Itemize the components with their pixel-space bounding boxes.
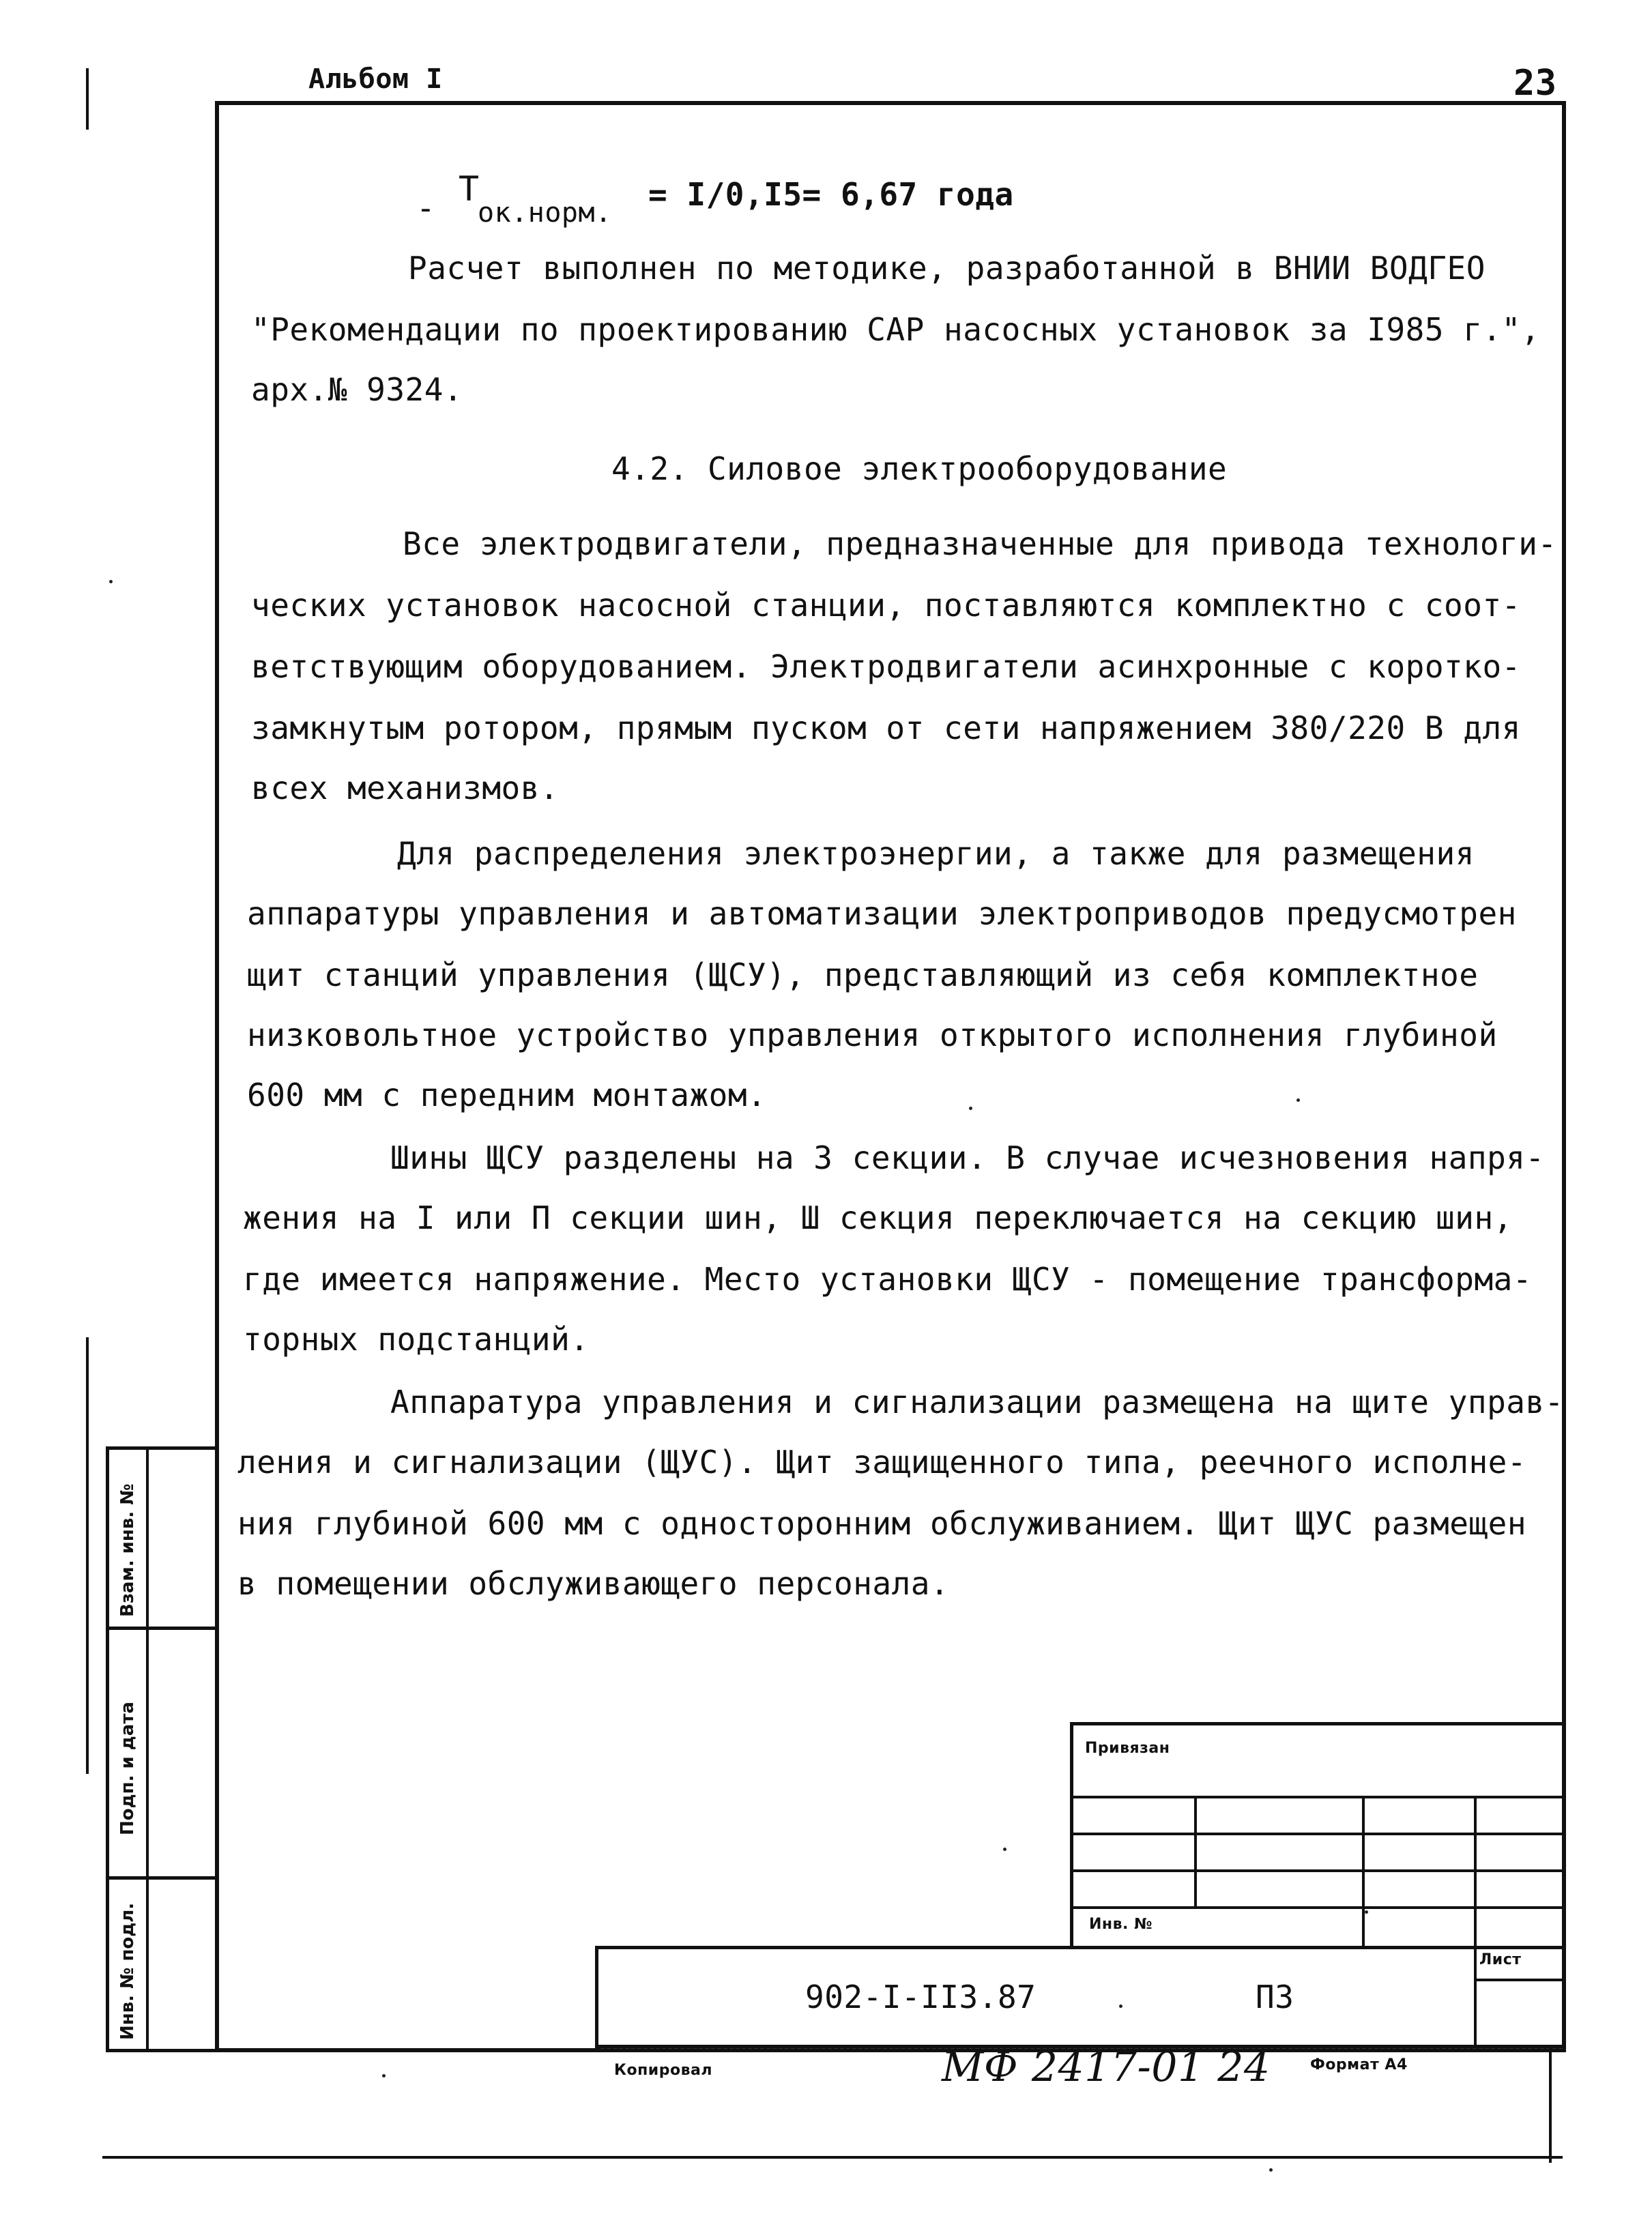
text-line: щит станций управления (ЩСУ), представляющий из себя комплектное [247, 957, 1479, 993]
scan-speck [109, 580, 113, 583]
stamp-top-line [1070, 1722, 1563, 1725]
stamp-inv-no-label: Инв. № [1089, 1916, 1153, 1933]
text-line: аппаратуры управления и автоматизации электроприводов предусмотрен [247, 895, 1517, 932]
stamp-col-line [1362, 1796, 1365, 1947]
text-line: арх.№ 9324. [251, 371, 463, 408]
scan-speck [1119, 2004, 1122, 2008]
text-line: ческих установок насосной станции, поставляются комплектно с соот- [251, 587, 1521, 624]
footer-handwritten-code: МФ 2417-01 24 [942, 2043, 1271, 2091]
stamp-row-line [1070, 1869, 1563, 1872]
scan-speck [1269, 2168, 1273, 2172]
sheet-number: 23 [1513, 63, 1557, 104]
stamp-row-line [1070, 1833, 1563, 1835]
section-heading: 4.2. Силовое электрооборудование [611, 450, 1228, 487]
text-line: в помещении обслуживающего персонала. [237, 1565, 950, 1602]
scan-speck [1003, 1848, 1006, 1851]
doc-code: 902-I-II3.87 [805, 1979, 1037, 2015]
text-line: Для распределения электроэнергии, а также для размещения [397, 835, 1475, 872]
text-line: 600 мм с передним монтажом. [247, 1077, 767, 1113]
text-line: жения на I или П секции шин, Ш секция переключается на секцию шин, [243, 1199, 1513, 1236]
left-margin-mark [86, 68, 89, 130]
album-label: Альбом I [308, 63, 443, 95]
text-line: ния глубиной 600 мм с односторонним обслуживанием. Щит ЩУС размещен [237, 1505, 1527, 1542]
stamp-row-line [1070, 1796, 1563, 1798]
text-line: всех механизмов. [251, 770, 560, 806]
stamp-list-label: Лист [1479, 1951, 1522, 1968]
side-stamp-vzam-label: Взам. инв. № [117, 1483, 138, 1617]
text-line: Расчет выполнен по методике, разработанной в ВНИИ ВОДГЕО [408, 250, 1486, 287]
formula-symbol: Т [459, 169, 480, 209]
stamp-col-line [1474, 1796, 1477, 1947]
left-margin-line [86, 1337, 89, 1774]
side-stamp-row-divider [106, 1627, 218, 1630]
formula-expression: = I/0,I5= 6,67 года [648, 176, 1014, 213]
stamp-privyazan-label: Привязан [1085, 1740, 1170, 1757]
side-stamp-podp-label: Подп. и дата [117, 1702, 138, 1835]
footer-format: Формат А4 [1310, 2056, 1408, 2073]
footer-kopiroval: Копировал [614, 2062, 712, 2079]
text-line: Все электродвигатели, предназначенные для привода технологи- [403, 525, 1557, 562]
scan-speck [1296, 1098, 1300, 1102]
title-block-sheet-row [1474, 1979, 1563, 1981]
side-stamp-col-divider [146, 1446, 149, 2052]
side-stamp-row-divider [106, 1876, 218, 1880]
formula-subscript: ок.норм. [478, 197, 612, 229]
stamp-row-line [1070, 1906, 1563, 1909]
title-block-sheet-divider [1474, 1946, 1477, 2048]
text-line: "Рекомендации по проектированию САР насосных установок за I985 г.", [251, 311, 1541, 348]
doc-type: ПЗ [1256, 1979, 1294, 2015]
text-line: низковольтное устройство управления открытого исполнения глубиной [247, 1017, 1498, 1053]
text-line: ветствующим оборудованием. Электродвигатели асинхронные с коротко- [251, 648, 1521, 685]
title-block [595, 1946, 1563, 2048]
scan-speck [969, 1107, 972, 1110]
text-line: торных подстанций. [243, 1321, 590, 1358]
scan-speck [1365, 1910, 1368, 1914]
bottom-long-line [102, 2156, 1563, 2159]
stamp-col-line [1194, 1796, 1197, 1908]
text-line: Шины ЩСУ разделены на 3 секции. В случае исчезновения напря- [390, 1139, 1545, 1176]
side-stamp-inv-label: Инв. № подл. [117, 1902, 138, 2040]
text-line: замкнутым ротором, прямым пуском от сети напряжением 380/220 В для [251, 710, 1521, 746]
formula-prefix: - [416, 190, 436, 227]
text-line: где имеется напряжение. Место установки ЩСУ - помещение трансформа- [243, 1261, 1533, 1298]
text-line: ления и сигнализации (ЩУС). Щит защищенного типа, реечного исполне- [237, 1444, 1527, 1481]
text-line: Аппаратура управления и сигнализации размещена на щите управ- [390, 1384, 1564, 1420]
right-edge-extension [1549, 2047, 1552, 2163]
scan-speck [382, 2074, 386, 2078]
